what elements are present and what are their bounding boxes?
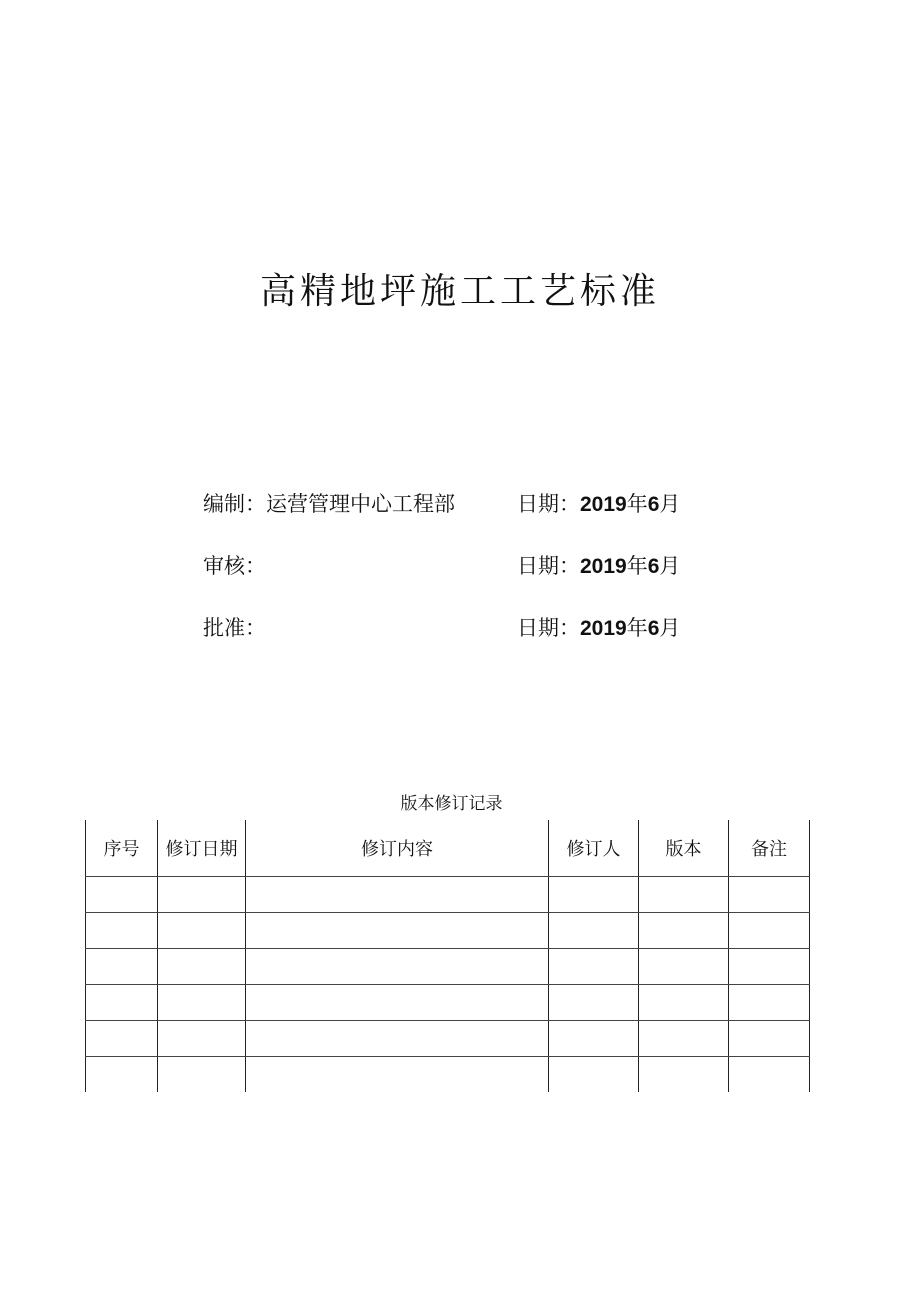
table-cell <box>86 985 158 1021</box>
table-cell <box>158 877 246 913</box>
date-month-unit: 月 <box>659 554 681 578</box>
table-cell <box>639 985 729 1021</box>
table-cell <box>86 1021 158 1057</box>
signoff-row-compiled <box>203 489 455 519</box>
signoff-date-approved <box>517 613 680 643</box>
date-year: 2019 <box>580 555 627 578</box>
header-revision-content: 修订内容 <box>246 820 549 877</box>
date-month: 6 <box>647 617 660 640</box>
date-label: 日期： <box>517 492 580 516</box>
table-cell <box>549 877 639 913</box>
table-cell <box>639 877 729 913</box>
table-cell <box>639 1057 729 1093</box>
signoff-value: 运营管理中心工程部 <box>266 492 455 516</box>
table-row <box>86 949 810 985</box>
table-row <box>86 985 810 1021</box>
signoff-label: 批准： <box>203 616 266 640</box>
signoff-date-compiled <box>517 489 680 519</box>
table-cell <box>729 913 810 949</box>
table-cell <box>246 949 549 985</box>
table-cell <box>549 913 639 949</box>
table-cell <box>158 1057 246 1093</box>
table-cell <box>246 1057 549 1093</box>
table-cell <box>86 1057 158 1093</box>
table-cell <box>729 1021 810 1057</box>
signoff-label: 编制： <box>203 492 266 516</box>
header-revision-date: 修订日期 <box>158 820 246 877</box>
table-row <box>86 877 810 913</box>
table-cell <box>158 949 246 985</box>
table-cell <box>639 1021 729 1057</box>
date-year-unit: 年 <box>626 616 648 640</box>
table-cell <box>549 1057 639 1093</box>
signoff-label: 审核： <box>203 554 266 578</box>
table-cell <box>86 877 158 913</box>
table-cell <box>639 949 729 985</box>
date-label: 日期： <box>517 616 580 640</box>
table-cell <box>86 949 158 985</box>
revision-table <box>85 820 810 1092</box>
table-cell <box>729 985 810 1021</box>
table-cell <box>246 877 549 913</box>
signoff-row-reviewed <box>203 551 266 581</box>
table-cell <box>729 949 810 985</box>
date-month-unit: 月 <box>659 616 681 640</box>
table-cell <box>246 1021 549 1057</box>
date-label: 日期： <box>517 554 580 578</box>
document-title: 高精地坪施工工艺标准 <box>259 271 660 312</box>
table-cell <box>246 913 549 949</box>
date-month: 6 <box>647 493 660 516</box>
date-year-unit: 年 <box>626 492 648 516</box>
table-row <box>86 1021 810 1057</box>
date-year: 2019 <box>580 617 627 640</box>
table-cell <box>729 877 810 913</box>
table-cell <box>158 1021 246 1057</box>
table-cell <box>158 913 246 949</box>
header-index: 序号 <box>86 820 158 877</box>
header-remarks: 备注 <box>729 820 810 877</box>
header-reviser: 修订人 <box>549 820 639 877</box>
table-row <box>86 913 810 949</box>
revision-table-caption: 版本修订记录 <box>400 794 503 814</box>
table-cell <box>639 913 729 949</box>
date-year: 2019 <box>580 493 627 516</box>
signoff-row-approved <box>203 613 266 643</box>
table-cell <box>158 985 246 1021</box>
date-year-unit: 年 <box>626 554 648 578</box>
revision-table-header-row <box>86 820 810 877</box>
table-cell <box>86 913 158 949</box>
signoff-date-reviewed <box>517 551 680 581</box>
table-row <box>86 1057 810 1093</box>
table-cell <box>549 949 639 985</box>
table-cell <box>246 985 549 1021</box>
table-cell <box>729 1057 810 1093</box>
table-cell <box>549 1021 639 1057</box>
date-month-unit: 月 <box>659 492 681 516</box>
table-cell <box>549 985 639 1021</box>
date-month: 6 <box>647 555 660 578</box>
header-version: 版本 <box>639 820 729 877</box>
